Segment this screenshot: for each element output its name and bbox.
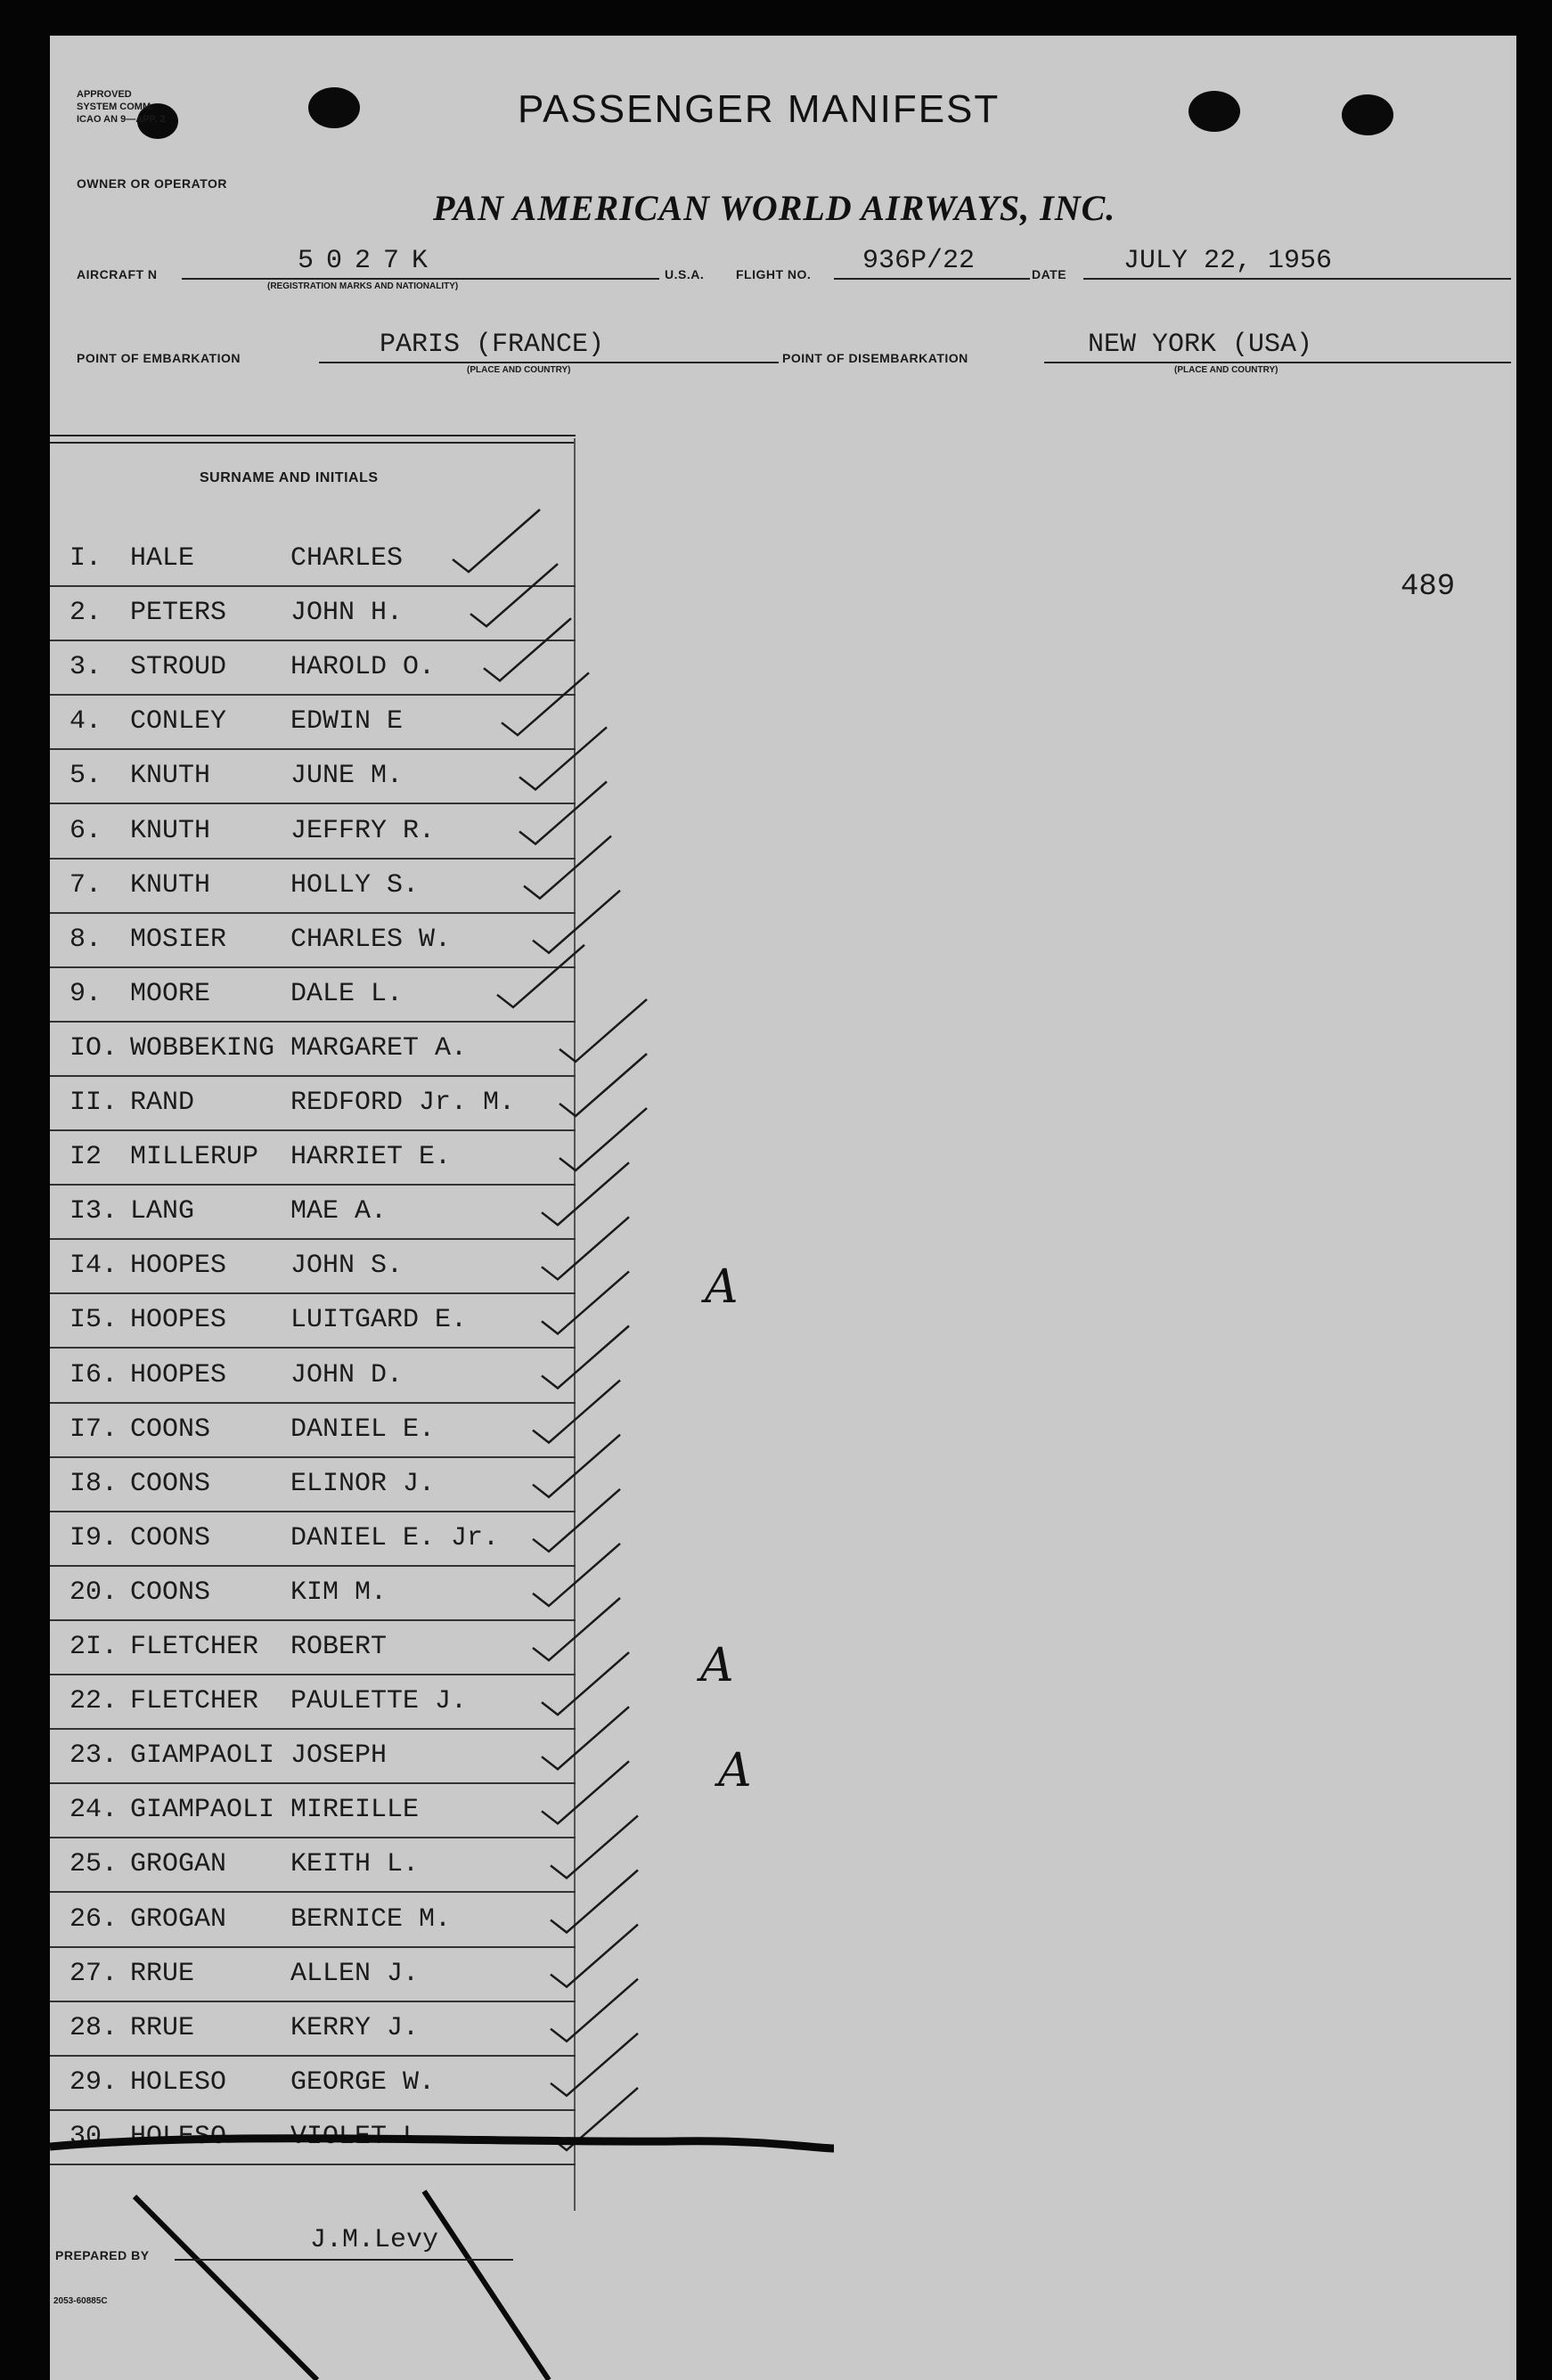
passenger-surname: STROUD [130,652,227,683]
disembark-label: POINT OF DISEMBARKATION [782,351,968,365]
passenger-number: 5. [69,761,102,792]
prepared-underline [175,2259,513,2261]
passenger-number: 23. [69,1740,118,1772]
passenger-given-name: ROBERT [290,1632,388,1662]
passenger-given-name: JEFFRY R. [290,815,436,846]
annotation-mark-row-15: A [705,1260,739,1314]
flight-label: FLIGHT NO. [736,267,812,281]
passenger-surname: MOORE [130,978,211,1009]
passenger-surname: GIAMPAOLI [130,1740,275,1772]
passenger-surname: KNUTH [130,761,211,792]
passenger-number: I. [69,543,102,574]
embark-value: PARIS (FRANCE) [380,330,605,360]
passenger-surname: COONS [130,1522,211,1553]
manifest-sheet [50,36,1516,2380]
passenger-surname: HOLESO [130,2066,227,2098]
passenger-given-name: KIM M. [290,1577,388,1608]
owner-label: OWNER OR OPERATOR [77,176,227,191]
passenger-surname: MILLERUP [130,1142,259,1173]
aircraft-label: AIRCRAFT N [77,267,158,281]
passenger-number: I5. [69,1305,118,1336]
prepared-label: PREPARED BY [55,2248,150,2262]
passenger-surname: KNUTH [130,869,211,901]
passenger-number: II. [69,1088,118,1118]
passenger-given-name: DANIEL E. Jr. [290,1522,500,1553]
passenger-number: I9. [69,1522,118,1553]
passenger-surname: PETERS [130,598,227,629]
aircraft-value: 5027K [298,246,441,276]
passenger-given-name: KERRY J. [290,2012,420,2043]
passenger-surname: HOLESO [130,2121,227,2152]
passenger-given-name: MIREILLE [290,1795,420,1826]
passenger-surname: LANG [130,1196,195,1227]
page-number: 489 [1401,570,1456,604]
passenger-surname: RRUE [130,1958,195,1989]
passenger-surname: FLETCHER [130,1632,259,1662]
passenger-given-name: KEITH L. [290,1849,420,1880]
passenger-given-name: LUITGARD E. [290,1305,468,1336]
flight-value: 936P/22 [862,246,976,276]
passenger-number: 26. [69,1903,118,1935]
approval-line-3: ICAO AN 9—APP. 2 [77,114,166,125]
prepared-value: J.M.Levy [310,2225,439,2255]
usa-label: U.S.A. [665,267,705,281]
passenger-number: 4. [69,706,102,738]
registration-caption: (REGISTRATION MARKS AND NATIONALITY) [267,281,459,291]
strike-lines [50,36,1516,2380]
embark-label: POINT OF EMBARKATION [77,351,241,365]
passenger-surname: COONS [130,1468,211,1499]
passenger-surname: RAND [130,1088,195,1118]
passenger-surname: HOOPES [130,1305,227,1336]
passenger-given-name: CHARLES W. [290,924,452,955]
passenger-given-name: HAROLD O. [290,652,436,683]
passenger-given-name: PAULETTE J. [290,1686,468,1717]
passenger-surname: CONLEY [130,706,227,738]
form-title: PASSENGER MANIFEST [518,87,1001,131]
passenger-surname: FLETCHER [130,1686,259,1717]
passenger-given-name: CHARLES [290,543,404,574]
passenger-number: 28. [69,2012,118,2043]
passenger-number: I3. [69,1196,118,1227]
passenger-number: 3. [69,652,102,683]
passenger-surname: HOOPES [130,1251,227,1282]
passenger-surname: RRUE [130,2012,195,2043]
passenger-surname: KNUTH [130,815,211,846]
passenger-given-name: JOHN S. [290,1251,404,1282]
passenger-number: I4. [69,1251,118,1282]
passenger-given-name: JOHN H. [290,598,404,629]
passenger-number: 24. [69,1795,118,1826]
passenger-number: 20. [69,1577,118,1608]
passenger-number: 9. [69,978,102,1009]
disembark-value: NEW YORK (USA) [1088,330,1313,360]
passenger-given-name: MAE A. [290,1196,388,1227]
passenger-number: 2. [69,598,102,629]
embark-caption: (PLACE AND COUNTRY) [467,365,571,375]
passenger-number: 2I. [69,1632,118,1662]
passenger-given-name: GEORGE W. [290,2066,436,2098]
passenger-given-name: JOSEPH [290,1740,388,1772]
annotation-mark-row-22: A [700,1639,734,1692]
form-code: 2053-60885C [53,2296,108,2306]
passenger-number: 27. [69,1958,118,1989]
passenger-given-name: JOHN D. [290,1359,404,1390]
passenger-given-name: HARRIET E. [290,1142,452,1173]
passenger-number: I8. [69,1468,118,1499]
passenger-surname: GROGAN [130,1903,227,1935]
passenger-surname: COONS [130,1414,211,1445]
passenger-given-name: REDFORD Jr. M. [290,1088,516,1118]
passenger-surname: GROGAN [130,1849,227,1880]
passenger-given-name: ALLEN J. [290,1958,420,1989]
passenger-given-name: EDWIN E [290,706,404,738]
passenger-surname: MOSIER [130,924,227,955]
passenger-number: 29. [69,2066,118,2098]
passenger-given-name: DANIEL E. [290,1414,436,1445]
passenger-number: 30. [69,2121,118,2152]
passenger-number: I2 [69,1142,102,1173]
annotation-mark-row-24: A [718,1744,752,1797]
passenger-surname: GIAMPAOLI [130,1795,275,1826]
passenger-number: IO. [69,1032,118,1064]
passenger-surname: HALE [130,543,195,574]
passenger-given-name: HOLLY S. [290,869,420,901]
date-value: JULY 22, 1956 [1123,246,1333,276]
column-header: SURNAME AND INITIALS [200,470,379,485]
disembark-caption: (PLACE AND COUNTRY) [1174,365,1278,375]
passenger-given-name: BERNICE M. [290,1903,452,1935]
passenger-number: 7. [69,869,102,901]
approval-line-2: SYSTEM COMM. [77,102,154,112]
passenger-given-name: VIOLET L. [290,2121,436,2152]
passenger-number: 8. [69,924,102,955]
company-name: PAN AMERICAN WORLD AIRWAYS, INC. [433,188,1116,228]
passenger-number: I6. [69,1359,118,1390]
passenger-given-name: JUNE M. [290,761,404,792]
passenger-given-name: ELINOR J. [290,1468,436,1499]
date-label: DATE [1032,267,1067,281]
passenger-number: 6. [69,815,102,846]
passenger-given-name: DALE L. [290,978,404,1009]
passenger-surname: HOOPES [130,1359,227,1390]
passenger-surname: WOBBEKING [130,1032,275,1064]
approval-line-1: APPROVED [77,89,132,100]
passenger-number: I7. [69,1414,118,1445]
passenger-surname: COONS [130,1577,211,1608]
passenger-number: 22. [69,1686,118,1717]
passenger-given-name: MARGARET A. [290,1032,468,1064]
passenger-number: 25. [69,1849,118,1880]
